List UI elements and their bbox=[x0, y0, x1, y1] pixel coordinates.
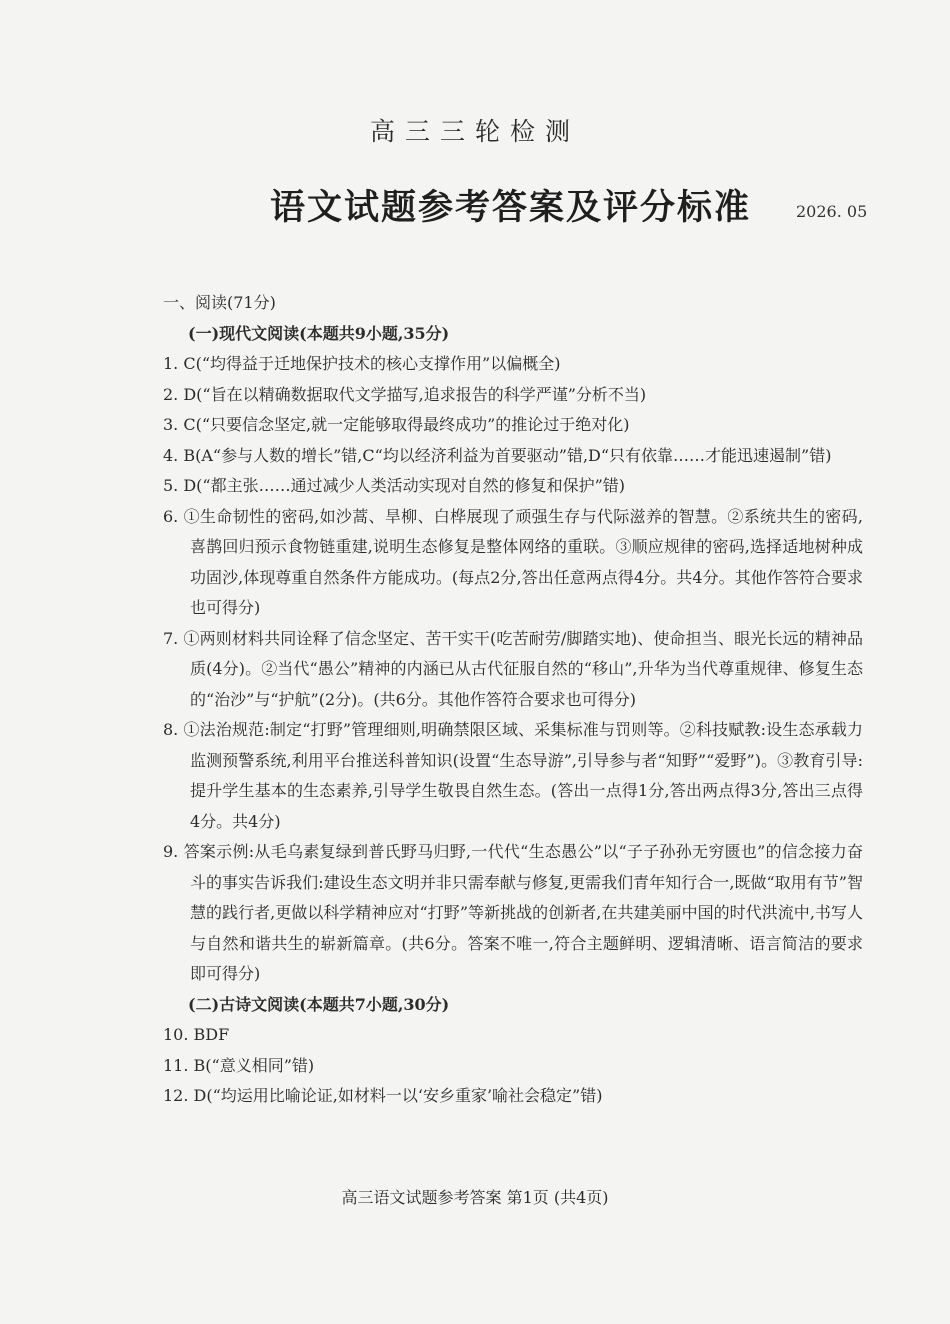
page-footer: 高三语文试题参考答案 第1页 (共4页) bbox=[341, 1188, 609, 1207]
answer-item-2: 2. D(“旨在以精确数据取代文学描写,追求报告的科学严谨”分析不当) bbox=[163, 384, 647, 404]
answer-item-7: 7. ①两则材料共同诠释了信念坚定、苦干实干(吃苦耐劳/脚踏实地)、使命担当、眼光长远的精神品质(4分)。②当代“愚公”精神的内涵已从古代征服自然的“移山”,升华为当代尊重规律、修复生态的“治沙”与“护航”(2分)。(共6分。其他作答符合要求也可得分) bbox=[163, 628, 863, 709]
answer-item-9: 9. 答案示例:从毛乌素复绿到普氏野马归野,一代代“生态愚公”以“子子孙孙无穷匮也”的信念接力奋斗的事实告诉我们:建设生态文明并非只需奉献与修复,更需我们青年知行合一,既做“取用有节”智慧的践行者,更做以科学精神应对“打野”等新挑战的创新者,在共建美丽中国的时代洪流中,书写人与自然和谐共生的崭新篇章。(共6分。答案不唯一,符合主题鲜明、逻辑清晰、语言简洁的要求即可得分) bbox=[163, 842, 863, 983]
answer-item-5: 5. D(“都主张……通过减少人类活动实现对自然的修复和保护”错) bbox=[163, 476, 626, 495]
answer-item-11: 11. B(“意义相同”错) bbox=[163, 1055, 315, 1075]
answer-item-8: 8. ①法治规范:制定“打野”管理细则,明确禁限区域、采集标准与罚则等。②科技赋教:设生态承载力监测预警系统,利用平台推送科普知识(设置“生态导游”,引导参与者“知野”“爱野”)。③教育引导:提升学生基本的生态素养,引导学生敬畏自然生态。(答出一点得1分,答出两点得3分,答出三点得4分。共4分) bbox=[163, 720, 863, 831]
answer-item-12: 12. D(“均运用比喻论证,如材料一以‘安乡重家’喻社会稳定”错) bbox=[163, 1086, 603, 1105]
subsection-heading-classical: (二)古诗文阅读(本题共7小题,30分) bbox=[188, 994, 450, 1014]
document-date: 2026. 05 bbox=[796, 202, 868, 221]
subsection-heading-modern: (一)现代文阅读(本题共9小题,35分) bbox=[188, 323, 450, 343]
answer-item-3: 3. C(“只要信念坚定,就一定能够取得最终成功”的推论过于绝对化) bbox=[163, 415, 630, 434]
section-heading-reading: 一、阅读(71分) bbox=[163, 293, 276, 312]
answer-item-4: 4. B(A“参与人数的增长”错,C“均以经济利益为首要驱动”错,D“只有依靠……才能迅速遏制”错) bbox=[163, 445, 832, 465]
exam-subtitle: 高三三轮检测 bbox=[369, 117, 580, 146]
document-title: 语文试题参考答案及评分标准 bbox=[270, 187, 752, 228]
answer-content bbox=[163, 288, 863, 1112]
answer-item-1: 1. C(“均得益于迁地保护技术的核心支撑作用”以偏概全) bbox=[163, 354, 561, 373]
answer-item-6: 6. ①生命韧性的密码,如沙蒿、旱柳、白桦展现了顽强生存与代际滋养的智慧。②系统共生的密码,喜鹊回归预示食物链重建,说明生态修复是整体网络的重联。③顺应规律的密码,选择适地树种成功固沙,体现尊重自然条件方能成功。(每点2分,答出任意两点得4分。共4分。其他作答符合要求也可得分) bbox=[163, 506, 863, 617]
answer-item-10: 10. BDF bbox=[163, 1025, 230, 1044]
